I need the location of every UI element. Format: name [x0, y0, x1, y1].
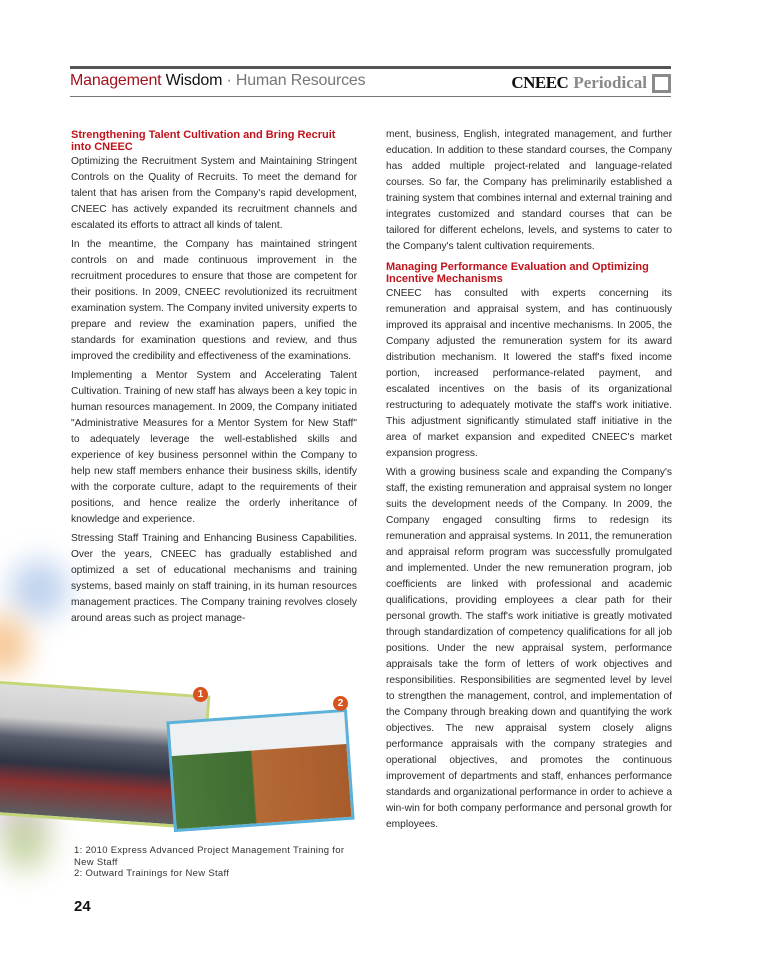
page-number: 24 — [74, 898, 91, 915]
caption-2: 2: Outward Trainings for New Staff — [74, 868, 230, 879]
paragraph: In the meantime, the Company has maintained stringent controls on and made continuous improvement in the recruitment procedures to ensure that those are competent for their positions. In 2009, CNEEC revolutionized its recruitment examination system. The Company invited university experts to prepare and review the examination papers, unified the standards for examination questions and review, and thus improved the credibility and effectiveness of the examinations. — [71, 239, 357, 362]
paragraph: With a growing business scale and expanding the Company's staff, the existing remuneration and appraisal system no longer suits the development needs of the Company. In 2009, the Company engaged consulting firms to redesign its remuneration and appraisal systems. In 2011, the remuneration and appraisal reform program was successfully promulgated and implemented. Under the new remuneration program, job coefficients are linked with professional and academic qualifications, providing employees a clear path for their personal growth. The staff's work initiative is greatly motivated through standardization of competency qualifications for all job positions. Under the new appraisal system, performance appraisals take the form of letters of work objectives and responsibilities. Responsibilities are segmented level by level to strengthen the management, control, and implementation of the Company through breaking down and quantifying the work objectives. The new appraisal system closely aligns performance appraisals with the company strategies and operational objectives, and promotes the continuous improvement of departments and staff, enhances performance standards and organizational performance in order to achieve a win-win for both company performance and personal growth for employees. — [386, 467, 672, 830]
photo-captions — [74, 845, 364, 880]
left-column — [71, 129, 357, 630]
decorative-orange-blob — [0, 615, 28, 675]
paragraph: Implementing a Mentor System and Accelerating Talent Cultivation. Training of new staff has always been a key topic in human resources management. In 2009, the Company initiated "Administrative Measures for a Mentor System for New Staff" to adequately leverage the well-established skills and experience of key business personnel within the Company to help new staff members enhance their business skills, identify with the corporate culture, adapt to the requirements of their positions, and hence realize the orderly inheritance of knowledge and experience. — [71, 370, 357, 525]
photo-outdoor-wall-climb — [166, 709, 354, 832]
header-rule-bottom — [70, 96, 671, 97]
right-column — [386, 127, 672, 836]
section-title-talent: Strengthening Talent Cultivation and Bring Recruit into CNEEC — [71, 129, 336, 153]
section-heading — [70, 72, 365, 90]
photo-sky — [170, 712, 347, 756]
photo-badge-2: 2 — [333, 696, 348, 711]
decorative-blue-blob — [10, 560, 68, 618]
square-icon — [652, 74, 671, 93]
paragraph: Optimizing the Recruitment System and Maintaining Stringent Controls on the Quality of Recruits. To meet the demand for talent that has arisen from the Company's rapid development, CNEEC has actively expanded its recruitment channels and escalated its efforts to attract all kinds of talent. — [71, 156, 357, 231]
paragraph-continued: ment, business, English, integrated management, and further education. In addition to these standard courses, the Company has added multiple project-related and language-related courses. So far, the Company has preliminarily established a training system that combines internal and external training and integrates customized and standard courses that can be tailored for different echelons, levels, and systems to cater to the Company's talent cultivation requirements. — [386, 129, 672, 252]
publication-brand — [511, 72, 671, 94]
photo-badge-1: 1 — [193, 687, 208, 702]
header-rule-top — [70, 66, 671, 69]
brand-name: CNEEC — [511, 73, 569, 92]
photo-collage — [0, 680, 380, 860]
section-name-black: Wisdom — [165, 72, 223, 89]
paragraph: CNEEC has consulted with experts concerning its remuneration and appraisal system, and has continuously improved its appraisal and incentive mechanisms. In 2005, the Company adjusted the remuneration system for its award distribution mechanism. It lowered the staff's fixed income portion, increased performance-related payment, and escalated incentives on the basis of its organizational restructuring to adequately motivate the staff's work initiative. This adjustment significantly stimulated staff initiative in the area of market expansion and expedited CNEEC's market expansion progress. — [386, 288, 672, 459]
brand-subtitle: Periodical — [573, 73, 647, 92]
paragraph: Stressing Staff Training and Enhancing Business Capabilities. Over the years, CNEEC has gradually established and optimized a set of educational mechanisms and training systems, based mainly on staff training, in its human resources management practices. The Company training revolves closely around areas such as project manage- — [71, 533, 357, 624]
running-header — [70, 72, 671, 94]
section-title-performance: Managing Performance Evaluation and Optimizing Incentive Mechanisms — [386, 261, 649, 285]
subsection-name: Human Resources — [235, 72, 366, 89]
section-name-red: Management — [70, 72, 162, 89]
section-separator: · — [222, 72, 236, 89]
caption-1: 1: 2010 Express Advanced Project Management Training for New Staff — [74, 845, 345, 868]
